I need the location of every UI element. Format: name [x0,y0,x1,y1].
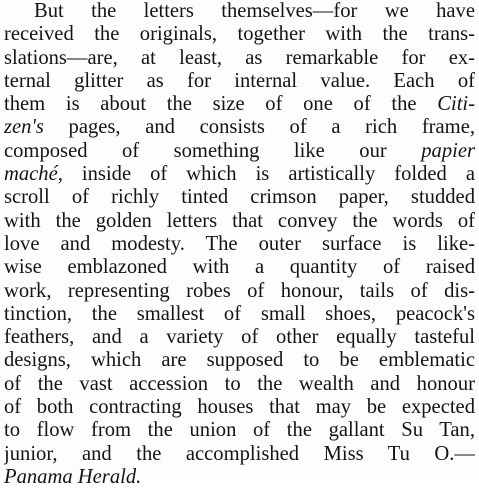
article-line: maché, inside of which is artistically folded a [4,163,475,186]
article-line: of the vast accession to the wealth and honour [4,372,475,395]
article-line: with the golden letters that convey the words of [4,209,475,232]
article-column [4,0,475,489]
article-line: of both contracting houses that may be expected [4,396,475,419]
italic-word: Citi- [437,93,475,116]
article-line: junior, and the accomplished Miss Tu O.— [4,442,475,465]
article-line: received the originals, together with the trans- [4,23,475,46]
article-line: ternal glitter as for internal value. Each of [4,69,475,92]
italic-word: papier [421,139,475,162]
article-line: wise emblazoned with a quantity of raised [4,256,475,279]
italic-word: maché, [4,163,63,186]
article-line: slations—are, at least, as remarkable for ex- [4,46,475,69]
article-line: feathers, and a variety of other equally tasteful [4,326,475,349]
article-line: tinction, the smallest of small shoes, peacock's [4,302,475,325]
article-line: But the letters themselves—for we have [34,0,475,22]
article-line: zen's pages, and consists of a rich frame, [4,116,475,139]
article-line: love and modesty. The outer surface is like- [4,232,475,255]
article-line: scroll of richly tinted crimson paper, studded [4,186,475,209]
article-line: work, representing robes of honour, tails of dis- [4,279,475,302]
article-line: Panama Herald. [4,465,142,488]
article-line: to flow from the union of the gallant Su Tan, [4,419,475,442]
italic-word: zen's [4,116,44,139]
article-line: them is about the size of one of the Citi- [4,93,475,116]
article-line: designs, which are supposed to be emblematic [4,349,475,372]
article-line: composed of something like our papier [4,139,475,162]
